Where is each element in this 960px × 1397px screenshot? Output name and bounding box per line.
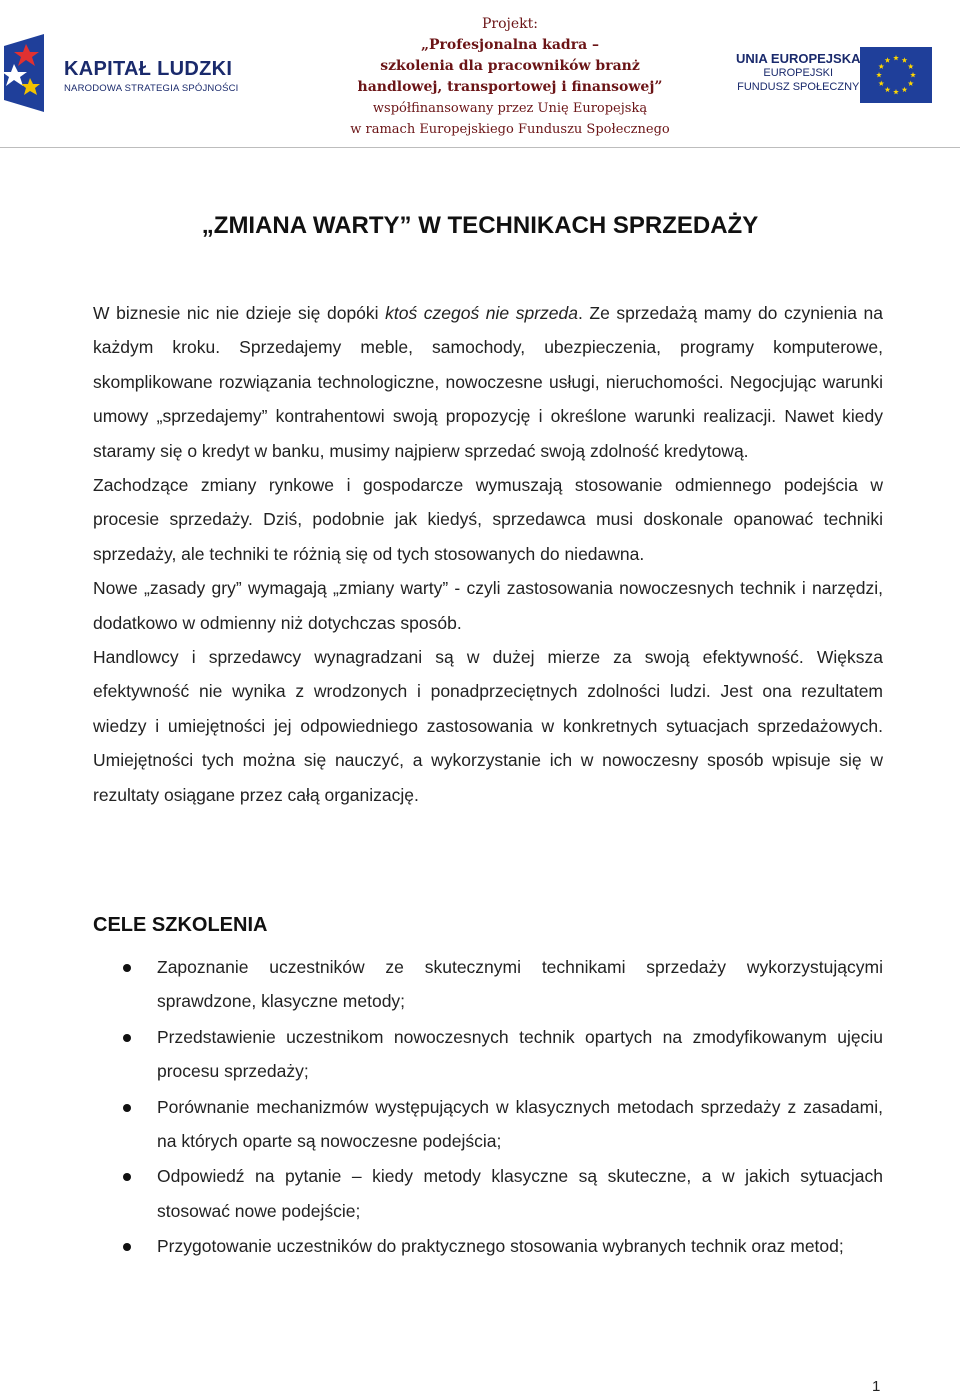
list-item: [93, 1090, 883, 1159]
eu-fund-label: [736, 52, 860, 94]
kapital-ludzki-subtitle: NARODOWA STRATEGIA SPÓJNOŚCI: [64, 83, 239, 94]
project-name-line-3: handlowej, transportowej i finansowej”: [357, 79, 663, 95]
paragraph-1-text-b: . Ze sprzedażą mamy do czynienia na każdym kroku. Sprzedajemy meble, samochody, ubezpieczenia, programy komputerowe, skomplikowane rozwiązania technologiczne, nowoczesne usługi, nieruchomości. Negocjując warunki umowy „sprzedajemy” kontrahentowi swoją propozycję i określone warunki realizacji. Nawet kiedy staramy się o kredyt w banku, musimy najpierw sprzedać swoją zdolność kredytową.: [93, 303, 883, 461]
goal-text: Odpowiedź na pytanie – kiedy metody klasyczne są skuteczne, a w jakich sytuacjach stosować nowe podejście;: [157, 1166, 883, 1221]
eu-label-line-3: FUNDUSZ SPOŁECZNY: [737, 81, 860, 93]
goal-text: Porównanie mechanizmów występujących w klasycznych metodach sprzedaży z zasadami, na których oparte są nowoczesne podejścia;: [157, 1096, 883, 1152]
page-header: [0, 0, 960, 148]
goals-list: [93, 950, 883, 1265]
goal-text: Przedstawienie uczestnikom nowoczesnych technik opartych na zmodyfikowanym ujęciu procesu sprzedaży;: [157, 1026, 883, 1082]
kapital-ludzki-logo-icon: [4, 34, 50, 112]
bullet-icon: [123, 1173, 131, 1181]
project-funding-line-1: współfinansowany przez Unię Europejską: [372, 101, 648, 116]
paragraph-3: Nowe „zasady gry” wymagają „zmiany warty” - czyli zastosowania nowoczesnych technik i narzędzi, dodatkowo w odmienny niż dotychczas sposób.: [93, 578, 883, 633]
paragraph-2: Zachodzące zmiany rynkowe i gospodarcze wymuszają stosowanie odmiennego podejścia w procesie sprzedaży. Dziś, podobnie jak kiedyś, sprzedawca musi doskonale opanować techniki sprzedaży, ale techniki te różnią się od tych stosowanych do niedawna.: [93, 475, 883, 564]
paragraph-4: Handlowcy i sprzedawcy wynagradzani są w dużej mierze za swoją efektywność. Większa efektywność nie wynika z wrodzonych i ponadprzeciętnych zdolności ludzi. Jest ona rezultatem wiedzy i umiejętności jej odpowiedniego zastosowania w konkretnych sytuacjach sprzedażowych. Umiejętności tych można się nauczyć, a wykorzystanie ich w nowoczesny sposób wpisuje się w rezultaty osiągane przez całą organizację.: [93, 647, 883, 805]
bullet-icon: [123, 1243, 131, 1251]
project-name-line-2: szkolenia dla pracowników branż: [380, 58, 640, 74]
eu-label-line-1: UNIA EUROPEJSKA: [736, 51, 861, 66]
project-info: [300, 14, 720, 140]
eu-label-line-2: EUROPEJSKI: [763, 67, 834, 79]
section-title: CELE SZKOLENIA: [93, 914, 268, 936]
project-label: Projekt:: [482, 16, 538, 32]
goal-text: Zapoznanie uczestników ze skutecznymi technikami sprzedaży wykorzystującymi sprawdzone, klasyczne metody;: [157, 957, 883, 1012]
kapital-ludzki-title: KAPITAŁ LUDZKI: [64, 58, 233, 80]
bullet-icon: [123, 1034, 131, 1042]
paragraph-1-text-a: W biznesie nic nie dzieje się dopóki: [93, 303, 386, 323]
project-name-line-1: „Profesjonalna kadra –: [420, 37, 600, 53]
document-title: „ZMIANA WARTY” W TECHNIKACH SPRZEDAŻY: [201, 212, 759, 239]
page-number: 1: [872, 1378, 881, 1395]
header-divider: [0, 147, 960, 148]
paragraph-1: [93, 296, 883, 468]
list-item: [93, 1229, 883, 1263]
goal-text: Przygotowanie uczestników do praktycznego stosowania wybranych technik oraz metod;: [157, 1236, 844, 1257]
list-item: [93, 1159, 883, 1228]
eu-flag-icon: [860, 47, 932, 103]
list-item: [93, 1020, 883, 1089]
paragraph-1-italic: ktoś czegoś nie sprzeda: [385, 303, 578, 323]
bullet-icon: [123, 1104, 131, 1112]
list-item: [93, 950, 883, 1019]
bullet-icon: [123, 964, 131, 972]
project-funding-line-2: w ramach Europejskiego Funduszu Społecznego: [350, 122, 670, 137]
intro-text: [93, 296, 883, 812]
